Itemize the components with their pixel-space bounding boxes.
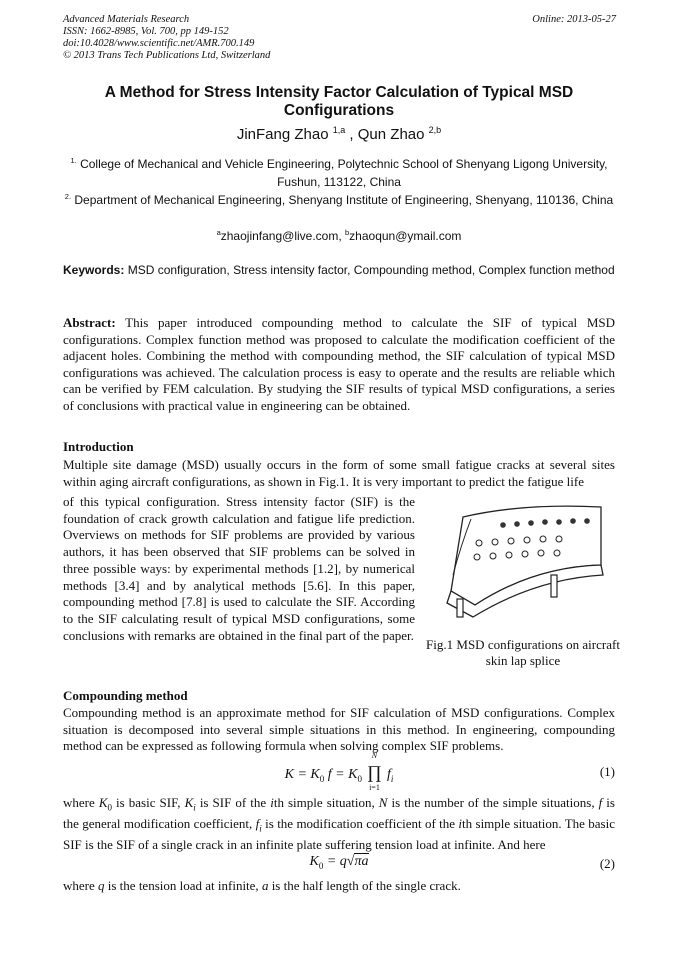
introduction-heading: Introduction: [63, 439, 134, 454]
email-a-sup: a: [216, 228, 221, 237]
author-line: [63, 125, 615, 143]
affiliation-2-text: Department of Mechanical Engineering, Shenyang Institute of Engineering, Shenyang, 110136, China: [74, 193, 614, 207]
keywords: [63, 262, 615, 279]
w1-i: i: [270, 795, 274, 810]
w2-a: a: [261, 878, 269, 893]
paper-title: A Method for Stress Intensity Factor Calculation of Typical MSD Configurations: [104, 84, 574, 119]
eq1-fi: f: [386, 767, 391, 782]
affiliation-1: [63, 152, 615, 191]
sqrt-sign: √: [346, 854, 355, 869]
online-date: Online: 2013-05-27: [532, 14, 616, 25]
eq1-lhs: K = K: [284, 767, 320, 782]
abstract: [63, 315, 615, 414]
fastener-hole: [528, 520, 534, 526]
journal-header: [63, 14, 270, 62]
equation-1-formula: [63, 751, 615, 792]
figure-1-caption: Fig.1 MSD configurations on aircraft skin lap splice: [426, 637, 620, 668]
equation-1: [63, 751, 615, 796]
compounding-text-3: [63, 878, 615, 895]
w1-f: f: [598, 795, 603, 810]
stringer-foot: [457, 599, 463, 617]
author-1-sup: 1,a: [332, 125, 346, 135]
figure-1-msd-panel: [433, 495, 613, 635]
keywords-text: MSD configuration, Stress intensity factor, Compounding method, Complex function method: [127, 263, 615, 277]
eq1-product-lower: i=1: [369, 783, 380, 792]
w2-text: is the half length of the single crack.: [268, 878, 461, 893]
w1-text: is SIF of the: [195, 795, 271, 810]
issn-line: ISSN: 1662-8985, Vol. 700, pp 149-152: [63, 26, 229, 37]
affiliation-2: [63, 188, 615, 209]
equation-2-formula: [63, 854, 615, 871]
w2-text: where: [63, 878, 99, 893]
equation-2: [63, 854, 615, 878]
affiliation-1-sup: 1.: [70, 156, 77, 165]
w1-fi-sub: i: [259, 823, 262, 834]
compounding-text-2: [63, 795, 615, 854]
introduction-column-text: of this typical configuration. Stress intensity factor (SIF) is the foundation of crack growth calculation and fatigue life prediction. Overviews on methods for SIF problems are provided by various authors, it has been observed that SIF problems can be solved in three possible ways: by experimental methods [1.2], by numerical methods [3.4] and by analytical methods [5.6]. In this paper, compounding method [7.8] is used to calculate the SIF. According to the SIF calculating result of typical MSD configurations, some conclusions with remarks are obtained in the final part of the paper.: [63, 494, 415, 643]
author-2-sup: 2,b: [428, 125, 442, 135]
w1-text: where: [63, 795, 99, 810]
affiliation-1-text: College of Mechanical and Vehicle Engineering, Polytechnic School of Shenyang Ligong University, Fushun, 113122, China: [80, 157, 608, 189]
compounding-heading: Compounding method: [63, 688, 188, 703]
fastener-hole: [500, 522, 506, 528]
email-b-sup: b: [345, 228, 350, 237]
email-b[interactable]: zhaoqun@ymail.com: [349, 229, 462, 243]
author-2: , Qun Zhao: [349, 126, 425, 143]
eq1-sub: 0: [357, 773, 362, 784]
eq1-product: [365, 751, 383, 792]
eq1-mid: f = K: [327, 767, 358, 782]
introduction-line-1: Multiple site damage (MSD) usually occurs in the form of some small fatigue cracks at several sites within aging aircraft configurations, as shown in Fig.1. It is very important to predict the fatigue life: [63, 457, 615, 489]
email-a[interactable]: zhaojinfang@live.com,: [220, 229, 345, 243]
abstract-text: This paper introduced compounding method to calculate the SIF of typical MSD configurations. Complex function method was proposed to calculate the modification coefficient of the adjacent holes. Combining the method with compounding method, the SIF calculation of typical MSD configurations was achieved. The calculation process is easy to operate and the results are reliable which can be verified by FEM calculation. By studying the SIF results of typical MSD configurations, a series of conclusions with practical value in engineering can be obtained.: [63, 315, 616, 413]
w1-text: is basic SIF,: [111, 795, 185, 810]
stringer-foot: [551, 575, 557, 597]
w2-text: is the tension load at infinite,: [104, 878, 262, 893]
w1-text: is the number of the simple situations,: [387, 795, 599, 810]
affiliation-2-sup: 2.: [64, 192, 72, 201]
eq1-product-symbol: ∏: [367, 762, 382, 782]
fastener-hole: [542, 519, 548, 525]
email-line[interactable]: [63, 224, 615, 245]
w1-N: N: [378, 795, 388, 810]
w1-fi: f: [255, 816, 260, 832]
w1-K0: K: [98, 795, 108, 810]
w1-text: th simple situation. The basic SIF is the SIF of a single crack in an infinite plate suffering tension load at infinite. And here: [63, 816, 616, 853]
abstract-label: Abstract:: [63, 315, 116, 330]
fastener-hole: [570, 518, 576, 524]
eq2-sqrt-arg: πa: [354, 854, 369, 869]
eq2-sub: 0: [318, 860, 324, 871]
eq1-fi-sub: i: [390, 773, 394, 784]
copyright-line: © 2013 Trans Tech Publications Ltd, Switzerland: [63, 50, 271, 61]
fastener-hole: [514, 521, 520, 527]
keywords-label: Keywords:: [63, 263, 125, 277]
equation-1-number: (1): [599, 764, 615, 779]
compounding-text-1: Compounding method is an approximate method for SIF calculation of MSD configurations. Complex situation is decomposed into several simple situations in this method. In engineering, compounding method can be expressed as following formula when solving complex SIF problems.: [63, 705, 615, 753]
fastener-hole: [584, 518, 590, 524]
eq1-sub: 0: [319, 773, 325, 784]
eq2-lhs: K: [309, 854, 319, 869]
w1-text: th simple situation,: [273, 795, 379, 810]
w1-Ki-sub: i: [193, 802, 196, 813]
w1-text: is the general modification coefficient,: [63, 795, 615, 832]
journal-name: Advanced Materials Research: [63, 14, 190, 25]
w2-q: q: [98, 878, 105, 893]
w1-Ki: K: [184, 795, 194, 810]
author-1: JinFang Zhao: [236, 126, 329, 143]
w1-K0-sub: 0: [107, 802, 112, 813]
equation-2-number: (2): [599, 856, 615, 871]
eq1-product-upper: N: [371, 751, 378, 760]
doi-line[interactable]: doi:10.4028/www.scientific.net/AMR.700.149: [63, 38, 255, 49]
fastener-hole: [556, 519, 562, 525]
w1-text: is the modification coefficient of the: [261, 816, 459, 832]
w1-i: i: [458, 816, 463, 832]
eq2-rhs: = q: [326, 854, 347, 869]
